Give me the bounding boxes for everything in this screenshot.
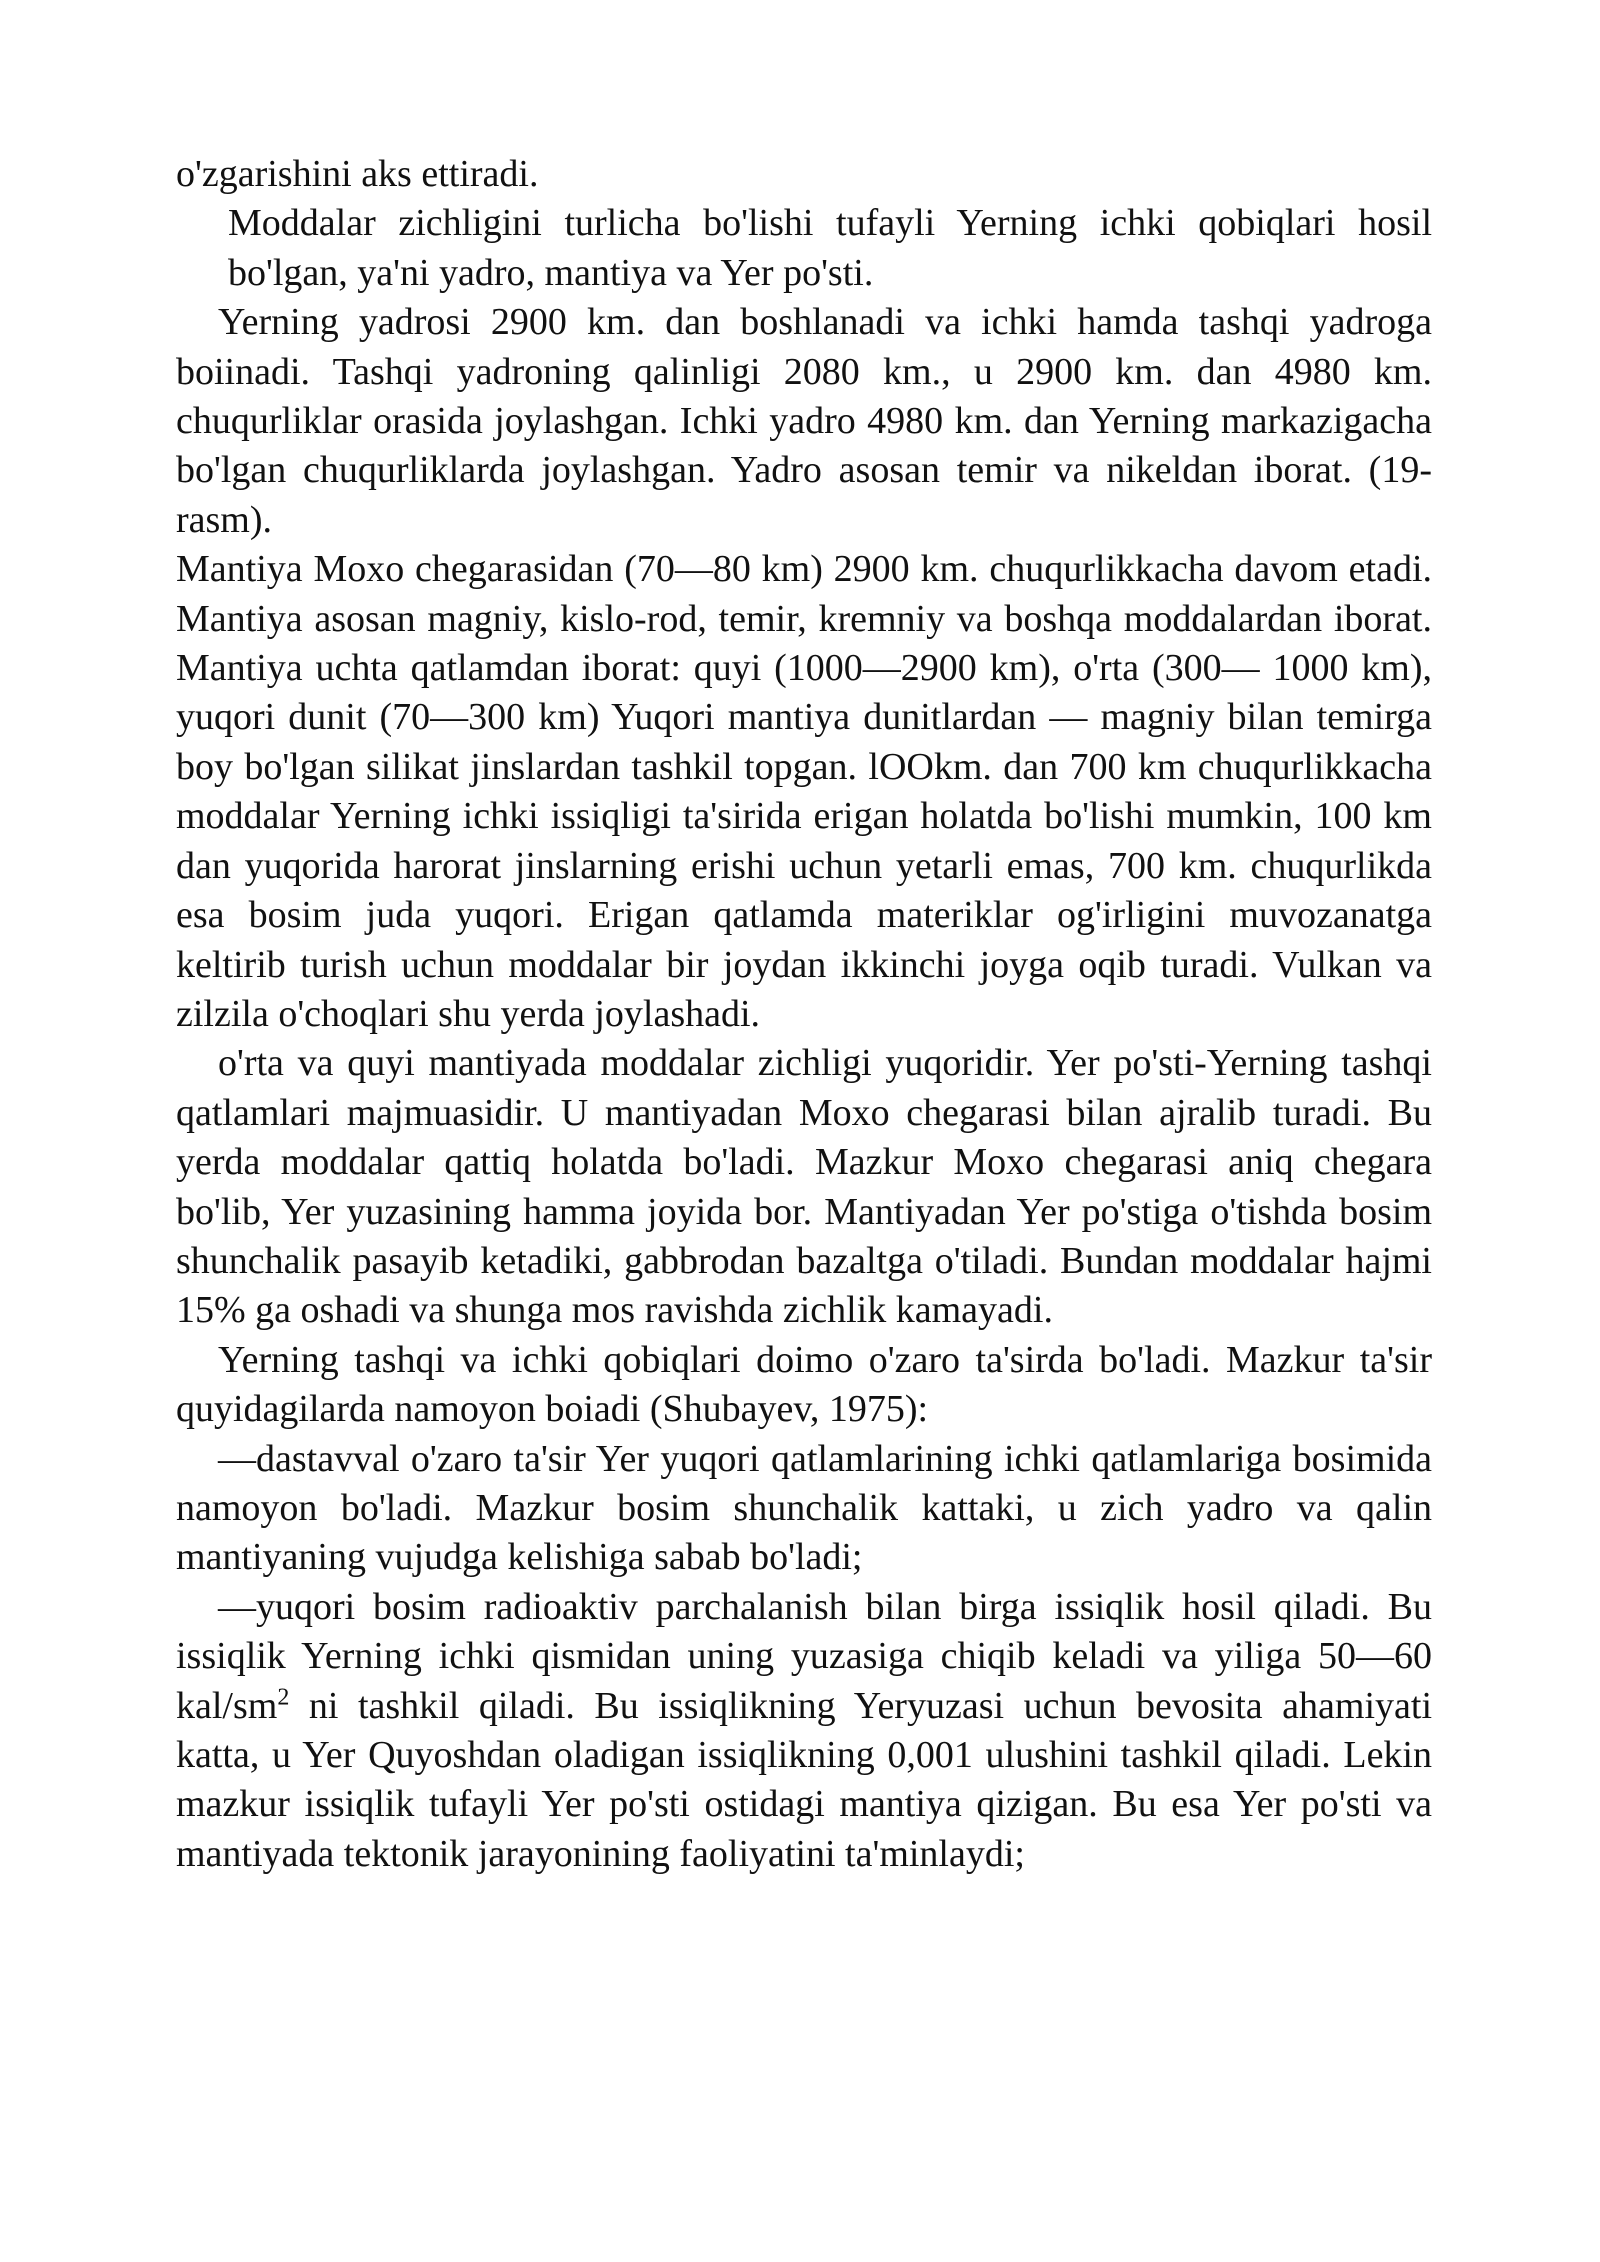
list-item-heat bbox=[176, 1583, 1432, 1879]
list-item-heat-text-end: ni tashkil qiladi. Bu issiqlikning Yeryuzasi uchun bevosita ahamiyati katta, u Yer Quyoshdan oladigan issiqlikning 0,001 ulushini tashkil qiladi. Lekin mazkur issiqlik tufayli Yer po'sti ostidagi mantiya qizigan. Bu esa Yer po'sti va mantiyada tektonik jarayonining faoliyatini ta'minlaydi; bbox=[176, 1684, 1432, 1875]
list-item-heat-text-start: —yuqori bosim radioaktiv parchalanish bilan birga issiqlik hosil qiladi. Bu issiqlik Yerning ichki qismidan uning yuzasiga chiqib keladi va yiliga 50—60 kal/sm bbox=[176, 1585, 1432, 1727]
paragraph-shells: Moddalar zichligini turlicha bo'lishi tufayli Yerning ichki qobiqlari hosil bo'lgan, ya'ni yadro, mantiya va Yer po'sti. bbox=[228, 202, 1432, 294]
paragraph-crust: o'rta va quyi mantiyada moddalar zichligi yuqoridir. Yer po'sti-Yerning tashqi qatlamlari majmuasidir. U mantiyadan Moxo chegarasi bilan ajralib turadi. Bu yerda moddalar qattiq holatda bo'ladi. Mazkur Moxo chegarasi aniq chegara bo'lib, Yer yuzasining hamma joyida bor. Mantiyadan Yer po'stiga o'tishda bosim shunchalik pasayib ketadiki, gabbrodan bazaltga o'tiladi. Bundan moddalar hajmi 15% ga oshadi va shunga mos ravishda zichlik kamayadi. bbox=[176, 1042, 1432, 1332]
document-page bbox=[176, 150, 1432, 1879]
paragraph-core: Yerning yadrosi 2900 km. dan boshlanadi va ichki hamda tashqi yadroga boiinadi. Tashqi yadroning qalinligi 2080 km., u 2900 km. dan 4980 km. chuqurliklar orasida joylashgan. Ichki yadro 4980 km. dan Yerning markazigacha bo'lgan chuqurliklarda joylashgan. Yadro asosan temir va nikeldan iborat. (19-rasm). bbox=[176, 301, 1432, 541]
superscript-exponent: 2 bbox=[277, 1683, 290, 1710]
paragraph-continuation: o'zgarishini aks ettiradi. bbox=[176, 153, 539, 195]
paragraph-interaction: Yerning tashqi va ichki qobiqlari doimo o'zaro ta'sirda bo'ladi. Mazkur ta'sir quyidagilarda namoyon boiadi (Shubayev, 1975): bbox=[176, 1338, 1432, 1431]
paragraph-mantle: Mantiya Moxo chegarasidan (70—80 km) 2900 km. chuqurlikkacha davom etadi. Mantiya asosan magniy, kislo-rod, temir, kremniy va boshqa moddalardan iborat. Mantiya uchta qatlamdan iborat: quyi (1000—2900 km), o'rta (300— 1000 km), yuqori dunit (70—300 km) Yuqori mantiya dunitlardan — magniy bilan temirga boy bo'lgan silikat jinslardan tashkil topgan. lOOkm. dan 700 km chuqurlikkacha moddalar Yerning ichki issiqligi ta'sirida erigan holatda bo'lishi mumkin, 100 km dan yuqorida harorat jinslarning erishi uchun yetarli emas, 700 km. chuqurlikda esa bosim juda yuqori. Erigan qatlamda materiklar og'irligini muvozanatga keltirib turish uchun moddalar bir joydan ikkinchi joyga oqib turadi. Vulkan va zilzila o'choqlari shu yerda joylashadi. bbox=[176, 548, 1432, 1035]
list-item-pressure: —dastavval o'zaro ta'sir Yer yuqori qatlamlarining ichki qatlamlariga bosimida namoyon bo'ladi. Mazkur bosim shunchalik kattaki, u zich yadro va qalin mantiyaning vujudga kelishiga sabab bo'ladi; bbox=[176, 1437, 1432, 1579]
